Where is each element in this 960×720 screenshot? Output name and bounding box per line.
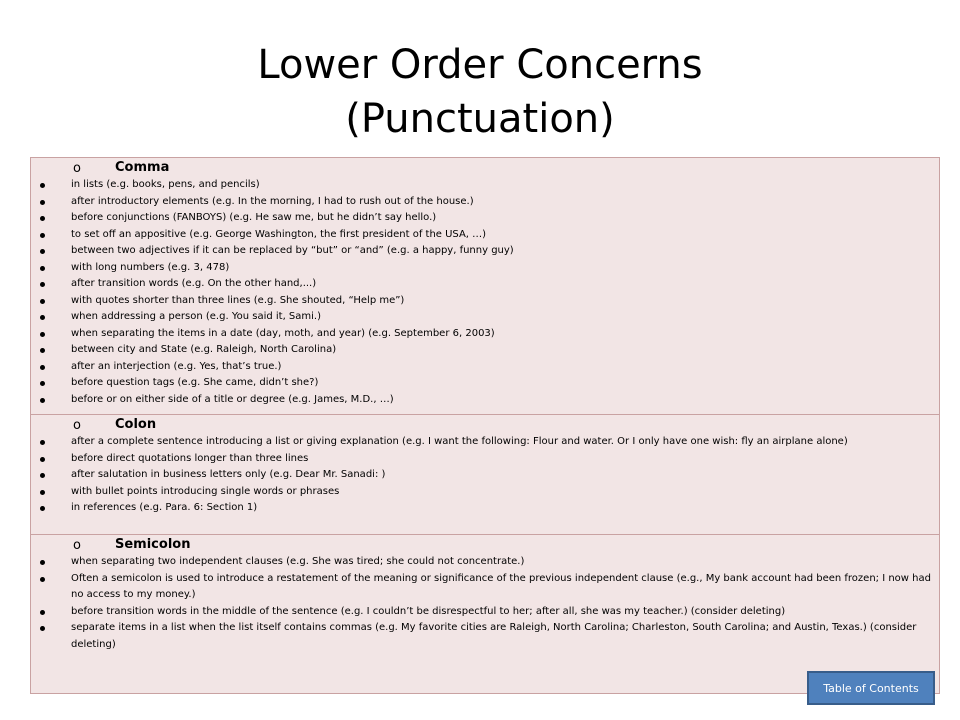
list-item xyxy=(37,604,933,621)
bullet-dot-icon xyxy=(40,200,45,205)
circle-bullet-icon: o xyxy=(73,418,81,433)
bullet-dot-icon xyxy=(40,365,45,370)
bullet-dot-icon xyxy=(40,473,45,478)
list-item-text: in lists (e.g. books, pens, and pencils) xyxy=(71,179,260,190)
list-item-text: separate items in a list when the list itself contains commas (e.g. My favorite cities are Raleigh, North Carolina; Charleston, South Carolina; and Austin, Texas.) (consider deleting) xyxy=(71,622,917,650)
section-colon xyxy=(31,415,939,535)
section-heading xyxy=(37,416,933,434)
circle-bullet-icon: o xyxy=(73,161,81,176)
list-item-text: before transition words in the middle of the sentence (e.g. I couldn’t be disrespectful to her; after all, she was my teacher.) (consider deleting) xyxy=(71,605,786,617)
list-item xyxy=(37,484,933,501)
list-item-text: Often a semicolon is used to introduce a restatement of the meaning or significance of the previous independent clause (e.g., My bank account had been frozen; I now had no access to my money.) xyxy=(71,572,931,600)
bullet-dot-icon xyxy=(40,183,45,188)
list-item xyxy=(37,194,933,211)
list-item-text: before question tags (e.g. She came, didn’t she?) xyxy=(71,377,319,388)
bullet-dot-icon xyxy=(40,381,45,386)
list-item-text: between city and State (e.g. Raleigh, North Carolina) xyxy=(71,344,337,355)
bullet-dot-icon xyxy=(40,457,45,462)
list-item-text: after an interjection (e.g. Yes, that’s true.) xyxy=(71,360,282,372)
section-semicolon xyxy=(31,535,939,693)
bullet-dot-icon xyxy=(40,398,45,403)
list-item-text: in references (e.g. Para. 6: Section 1) xyxy=(71,502,258,513)
table-of-contents-button[interactable]: Table of Contents xyxy=(807,671,935,705)
bullet-dot-icon xyxy=(40,348,45,353)
list-item-text: when addressing a person (e.g. You said it, Sami.) xyxy=(71,311,322,322)
list-item xyxy=(37,571,933,604)
bullet-dot-icon xyxy=(40,315,45,320)
list-item xyxy=(37,326,933,343)
rule-list xyxy=(37,554,933,653)
title-line-2: (Punctuation) xyxy=(345,96,615,142)
list-item xyxy=(37,554,933,571)
list-item-text: after introductory elements (e.g. In the morning, I had to rush out of the house.) xyxy=(71,195,474,207)
list-item xyxy=(37,451,933,468)
section-heading-label: Semicolon xyxy=(115,537,191,552)
section-comma xyxy=(31,158,939,415)
list-item-text: after transition words (e.g. On the other hand,...) xyxy=(71,278,317,289)
list-item xyxy=(37,434,933,451)
bullet-dot-icon xyxy=(40,490,45,495)
title-line-1: Lower Order Concerns xyxy=(257,42,703,88)
bullet-dot-icon xyxy=(40,249,45,254)
bullet-dot-icon xyxy=(40,506,45,511)
bullet-dot-icon xyxy=(40,626,45,631)
bullet-dot-icon xyxy=(40,610,45,615)
circle-bullet-icon: o xyxy=(73,538,81,553)
list-item xyxy=(37,243,933,260)
list-item-text: when separating two independent clauses (e.g. She was tired; she could not concentrate.) xyxy=(71,556,525,567)
list-item xyxy=(37,392,933,409)
rule-list xyxy=(37,434,933,517)
bullet-dot-icon xyxy=(40,332,45,337)
rule-list xyxy=(37,177,933,408)
list-item-text: when separating the items in a date (day, moth, and year) (e.g. September 6, 2003) xyxy=(71,327,495,339)
list-item xyxy=(37,227,933,244)
section-heading-label: Colon xyxy=(115,417,157,432)
section-heading-label: Comma xyxy=(115,160,170,175)
bullet-dot-icon xyxy=(40,299,45,304)
list-item xyxy=(37,210,933,227)
list-item xyxy=(37,500,933,517)
section-heading xyxy=(37,159,933,177)
slide-title xyxy=(0,38,960,146)
list-item xyxy=(37,276,933,293)
bullet-dot-icon xyxy=(40,440,45,445)
list-item-text: with quotes shorter than three lines (e.g. She shouted, “Help me”) xyxy=(71,294,405,306)
bullet-dot-icon xyxy=(40,577,45,582)
list-item-text: with bullet points introducing single words or phrases xyxy=(71,485,340,497)
list-item-text: after a complete sentence introducing a list or giving explanation (e.g. I want the following: Flour and water. Or I only have one wish: fly an airplane alone) xyxy=(71,436,848,447)
list-item xyxy=(37,620,933,653)
list-item-text: to set off an appositive (e.g. George Washington, the first president of the USA, …) xyxy=(71,228,487,240)
list-item-text: between two adjectives if it can be replaced by “but” or “and” (e.g. a happy, funny guy) xyxy=(71,245,514,256)
list-item xyxy=(37,342,933,359)
list-item xyxy=(37,293,933,310)
bullet-dot-icon xyxy=(40,560,45,565)
bullet-dot-icon xyxy=(40,282,45,287)
list-item-text: before or on either side of a title or degree (e.g. James, M.D., …) xyxy=(71,393,394,405)
list-item-text: with long numbers (e.g. 3, 478) xyxy=(71,261,230,273)
list-item xyxy=(37,177,933,194)
list-item-text: before direct quotations longer than three lines xyxy=(71,452,309,464)
list-item xyxy=(37,260,933,277)
list-item xyxy=(37,375,933,392)
bullet-dot-icon xyxy=(40,216,45,221)
bullet-dot-icon xyxy=(40,266,45,271)
list-item-text: after salutation in business letters only (e.g. Dear Mr. Sanadi: ) xyxy=(71,469,386,480)
punctuation-table xyxy=(30,157,940,694)
bullet-dot-icon xyxy=(40,233,45,238)
section-heading xyxy=(37,536,933,554)
list-item xyxy=(37,359,933,376)
list-item xyxy=(37,309,933,326)
list-item xyxy=(37,467,933,484)
list-item-text: before conjunctions (FANBOYS) (e.g. He saw me, but he didn’t say hello.) xyxy=(71,212,437,223)
